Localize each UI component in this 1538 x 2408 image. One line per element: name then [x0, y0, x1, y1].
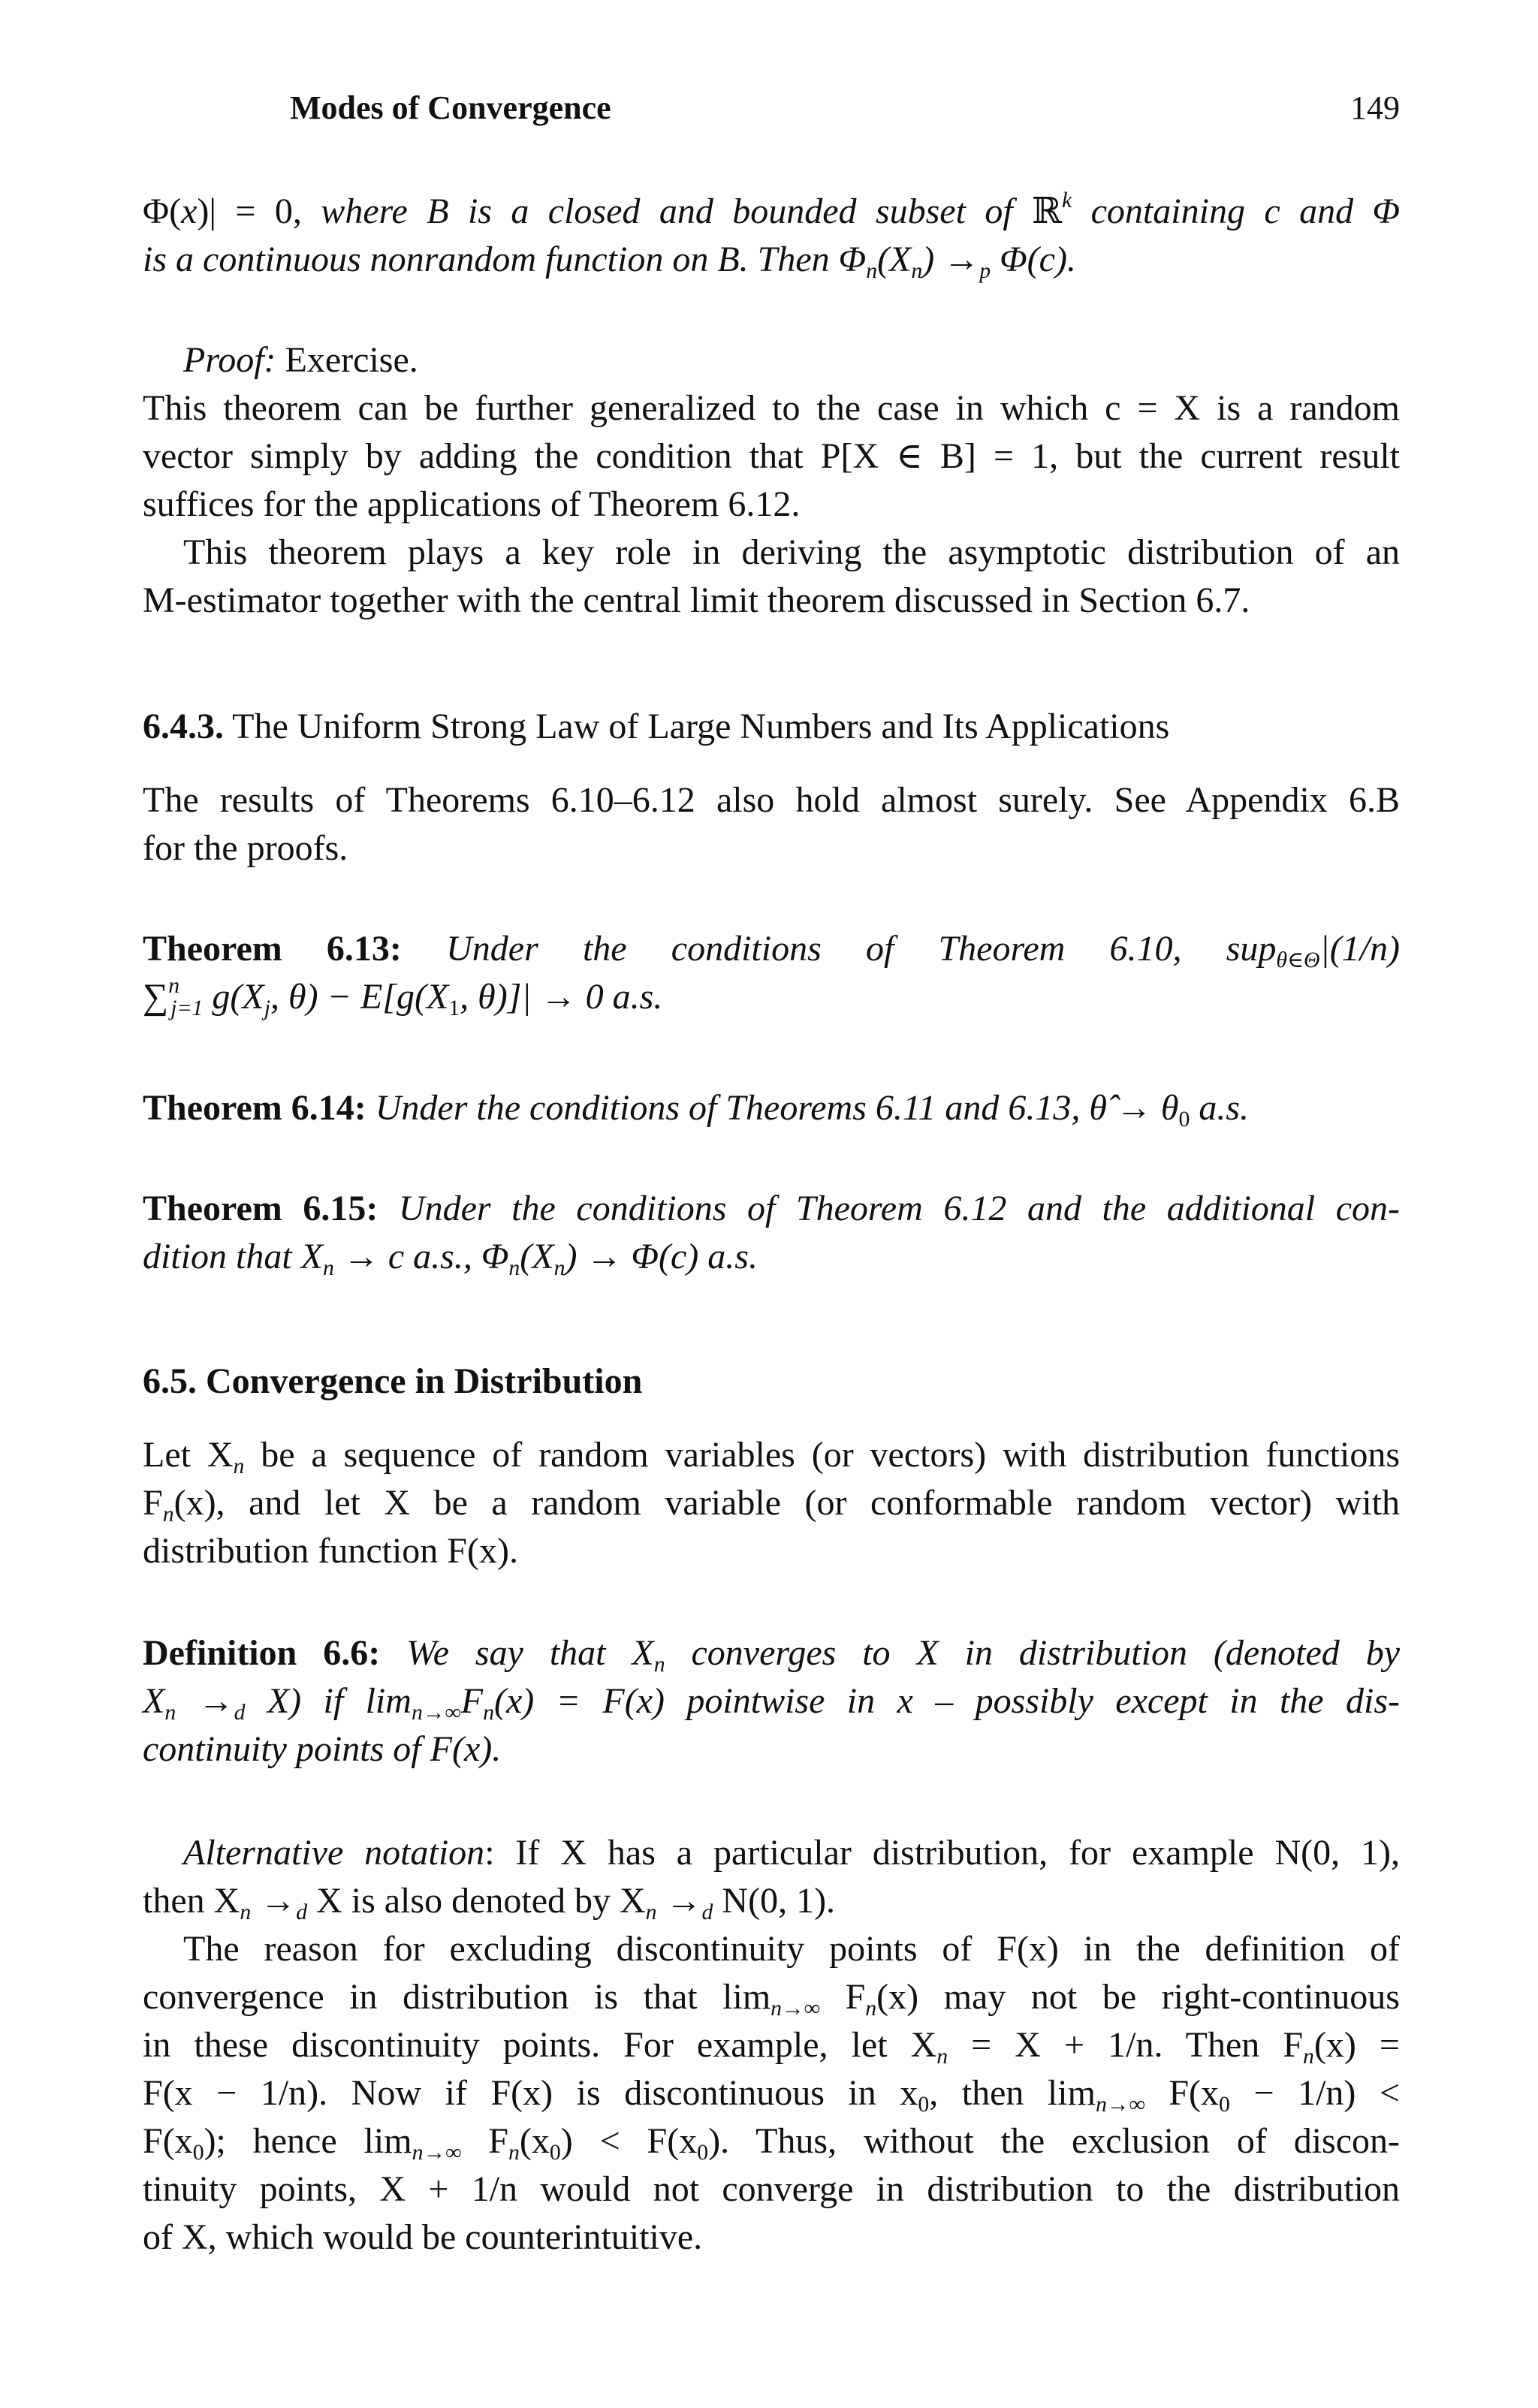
theorem-6-14-label: Theorem 6.14:: [143, 1088, 366, 1128]
theorem-6-15: Theorem 6.15: Under the conditions of Theorem 6.12 and the additional con- dition that $X_n \to c$ a.s., $\Phi_n(X_n) \to \Phi(c)$ a.s.: [143, 1189, 1400, 1280]
definition-6-6-label: Definition 6.6:: [143, 1633, 381, 1673]
theorem-6-13-label: Theorem 6.13:: [143, 929, 402, 969]
proof-paragraph: Proof: Exercise. This theorem can be further generalized to the case in which c = X is a random vector simply by adding the condition that P[X ∈ B] = 1, but the current result suffices for the applications of Theorem 6.12.: [143, 340, 1400, 524]
paragraph-key-role: This theorem plays a key role in deriving the asymptotic distribution of an M-estimator together with the central limit theorem discussed in Section 6.7.: [143, 532, 1400, 620]
theorem-6-14: Theorem 6.14: Under the conditions of Theorems 6.11 and 6.13, θ̂ → $\theta_0$ a.s.: [143, 1088, 1250, 1132]
page-number: 149: [1350, 89, 1400, 126]
theorem-6-13: Theorem 6.13: Under the conditions of Theorem 6.10, sup$_{\theta\in\Theta}$|(1/n) ∑$^n_{j=1}$ $g(X_j$, $\theta) - E[g(X_1$, θ)]| → 0 a.s.: [143, 929, 1400, 1020]
theorem-6-15-label: Theorem 6.15:: [143, 1189, 378, 1228]
alternative-notation-label: Alternative notation: [183, 1833, 485, 1873]
proof-label: Proof:: [183, 340, 276, 380]
section-6-5-heading: 6.5. Convergence in Distribution: [143, 1361, 643, 1401]
paragraph-let-xn: Let $X_n$ be a sequence of random variables (or vectors) with distribution functions $F_n(x)$, and let X be a random variable (or conformable random vector) with distribution function F(x).: [143, 1435, 1401, 1571]
paragraph-results: The results of Theorems 6.10–6.12 also hold almost surely. See Appendix 6.B for the proofs.: [143, 780, 1400, 868]
paragraph-discontinuity: The reason for excluding discontinuity points of F(x) in the definition of convergence in distribution is that $\lim_{n\to\infty} F_n(x)$ may not be right-continuous in these discontinuity points. For example, let $X_n = X + 1/n$. Then $F_n(x)$ = F(x − 1/n). Now if F(x) is discontinuous in $x_0$, then $\lim_{n\to\infty} F(x_0 - 1/n)$ < $F(x_0)$; hence $\lim_{n\to\infty} F_n(x_0) < F(x_0)$. Thus, without the exclusion of discon- tinuity points, X + 1/n would not converge in distribution to the distribution of X, which would be counterintuitive.: [143, 1929, 1401, 2257]
running-head: Modes of Convergence: [290, 89, 611, 126]
theorem-continuation: Φ(x)| = 0, where B is a closed and bounded subset of ℝ$^k$ containing c and Φ is a continuous nonrandom function on B. Then $\Phi_n(X_n) \to_p$ Φ(c).: [143, 188, 1401, 283]
page-header: [143, 89, 1400, 134]
section-6-4-3-heading: 6.4.3. The Uniform Strong Law of Large Numbers and Its Applications: [143, 707, 1170, 746]
alternative-notation: Alternative notation: If X has a particular distribution, for example N(0, 1), then $X_n \to_d$ X is also denoted by $X_n \to_d$ N(0, 1).: [143, 1833, 1401, 1924]
definition-6-6: Definition 6.6: We say that $X_n$ converges to X in distribution (denoted by $X_n \to_d$ X) if $\lim_{n\to\infty}F_n(x) = F(x)$ pointwise in x – possibly except in the dis- continuity points of F(x).: [143, 1633, 1400, 1769]
